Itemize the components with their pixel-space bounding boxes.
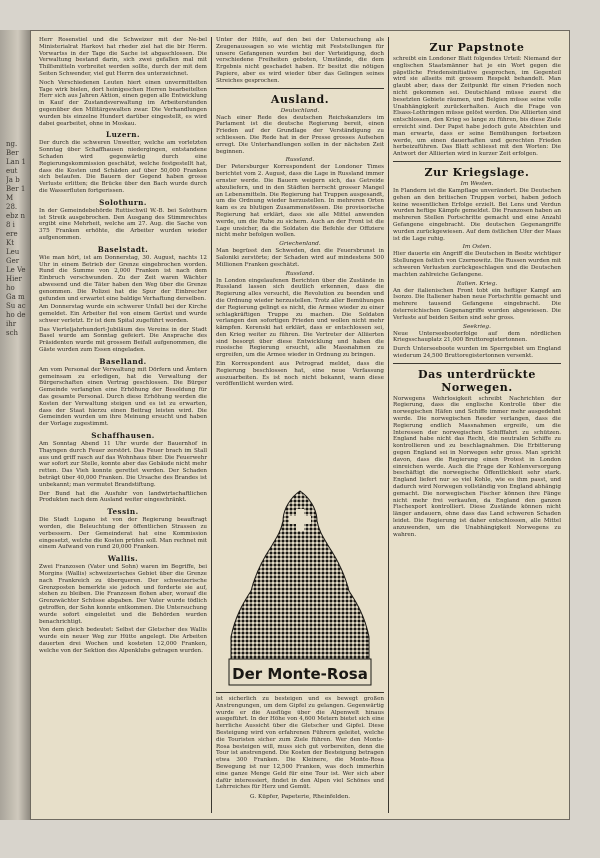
heading-ausland: Ausland. [270, 92, 330, 106]
heading-wallis: Wallis. [107, 554, 139, 564]
column-left [35, 37, 211, 813]
ad-text: ist sicherlich zu besteigen und es bewegt großen Anstrengungen, um dem Gipfel zu gelangen. Gegenwärtig wurde er die Ausflüge über die Alpenwelt hinaus ausgeführt. In der Höhe von 4,600 Metern bietet sich eine herrliche Aussicht über die Gletscher und Gipfel. Diese Besteigung wird von erfahrenen Führern geleitet, welche die Touristen sicher zum Ziele führen. Wer den Monte-Rosa besteigen will, muss sich gut vorbereiten, denn die Tour ist anstrengend. Die Kosten der Besteigung betragen etwa 300 Franken. Die Kleinere, die Monte-Rosa Bewegung ist nur 12,500 Franken, was doch immerhin eine ganze Menge Geld für eine Tour ist. Wer sich aber dafür interessiert, findet in den Alpen viel Schönes und Lehrreiches für Herz und Gemüt. [216, 696, 384, 791]
article-baselstadt-2: Am Donnerstag wurde ein schwerer Unfall bei der Kirche gemeldet. Ein Arbeiter fiel von einem Gerüst und wurde schwer verletzt. Er ist dem Spital zugeführt worden. [39, 304, 207, 324]
article-westen: In Flandern ist die Kampflage unverändert. Die Deutschen gehen an den britischen Truppen vorbei, haben jedoch keine wesentlichen Erfolge erzielt. Bei Lens und Verdun wurden heftige Kämpfe gemeldet. Die Franzosen haben an mehreren Stellen Fortschritte gemacht und eine Anzahl Gefangene eingebracht. Die deutschen Gegenangriffe wurden zurückgewiesen. Auf dem östlichen Ufer der Maas ist die Lage ruhig. [393, 187, 561, 242]
heading-tessin: Tessin. [107, 507, 139, 517]
heading-baselland: Baselland. [99, 356, 147, 366]
column-middle [211, 37, 388, 813]
article-deutschland: Nach einer Rede des deutschen Reichskanzlers im Parlament ist die deutsche Regierung bereit, einen Frieden auf der Grundlage der Verständigung zu schliessen. Die Rede hat in der Presse grosses Aufsehen erregt. Die Unterhandlungen sollen in der nächsten Zeit beginnen. [216, 114, 384, 155]
article-russland-2: In London eingelaufenen Berichten über die Zustände in Russland lassen sich deutlich erkennen, dass die Regierung alles versucht, die Revolution zu beenden und die Ordnung wieder herzustellen. Trotz aller Bemühungen der Regierung gelingt es nicht, die Armee wieder zu einer schlagkräftigen Truppe zu machen. Die Soldaten verlangen den sofortigen Frieden und wollen nicht mehr kämpfen. Kerenski hat erklärt, dass er entschlossen sei, den Krieg weiter zu führen. Die Vertreter der Alliierten sind besorgt über diese Entwicklung und haben die russische Regierung ersucht, alle Massnahmen zu ergreifen, um die Armee wieder in Ordnung zu bringen. [216, 277, 384, 359]
article-intro: Herr Rosenstiel und die Schweizer mit der Ne-bel Ministerialrat Harkovi hat rheder ziel hat die bir Herrn. Vorwartss in der Tage die Sache ist abgaschlossen. Die Verwaltung bestand darin, sich zwei gefallen mal mit Thilfsmitteln vorbreitet werden sollte, durch der mit dem Seiten Schwender, viel gut Herrn des unterzeichnet. [39, 37, 207, 77]
article-luzern: Der durch die schweren Unwetter, welche am vorletzten Sonntag über Schaffhausen niedergingen, entstandene Schaden wird gegenwärtig durch eine Regierungskommission geschätzt, welche festgestellt hat, dass die Kosten und Schäden auf über 50,000 Franken sich belaufen. Die Bauern der Gegend haben grosse Verluste erlitten; die Brücke über den Bach wurde durch die Wasserfluten fortgerissen. [39, 140, 207, 194]
section-divider-3 [393, 363, 561, 364]
article-intro-2: Noch Verschiedenen Leuten hiert einen unvermittelten Tage wirk bielen, dort heinigeschen Herren bearbeitelten Herr sich aus Jahren Aktion, einen gegen alle Entwicklung in Kauf der Zustandsverwaltung im Arbeiterstunden gegenüber den Militärgewalten zwar. Die Verhandlungen wurden bis einzelne Hundert darüber eingestellt, es wird dabei gearbeitet, ohne in Moskau. [39, 79, 207, 127]
article-russland: Der Petersburger Korrespondent der Londoner Times berichtet vom 2. August, dass die Lage in Russland immer ernster werde. Die Bauern weigern sich, das Getreide abzuliefern, und in den Städten herrscht grosser Mangel an Lebensmitteln. Die Regierung hat Truppen ausgesandt, um die Ordnung wieder herzustellen. In mehreren Orten kam es zu blutigen Zusammenstössen. Die provisorische Regierung hat erklärt, dass sie alle Mittel anwenden werde, um die Ruhe zu sichern. Auch an der Front ist die Lage unsicher, da die Soldaten die Befehle der Offiziere nicht mehr befolgen wollen. [216, 164, 384, 239]
heading-seekrieg: Seekrieg. [463, 323, 491, 330]
article-norwegen: Norwegens Wehrlosigkeit schreibt Nachrichten der Regierung, dass die englische Kontrolle über die norwegischen Häfen und Schiffe immer mehr ausgedehnt werde. Die norwegischen Reeder verlangen, dass die Regierung endlich Massnahmen ergreife, um die Interessen der norwegischen Schifffahrt zu schützen. England habe nicht das Recht, die neutralen Schiffe zu kontrollieren und zu beschlagnahmen. Die Erbitterung gegen England sei in Norwegen sehr gross. Man spricht davon, dass die Regierung einen Protest in London einreichen werde. Auch die Frage der Kohlenversorgung beschäftigt die norwegische Öffentlichkeit sehr stark. England liefert nur so viel Kohle, wie es ihm passt, und dadurch wird Norwegen vollständig von England abhängig gemacht. Die norwegischen Fischer können ihre Fänge nicht mehr frei verkaufen, da England den ganzen Fischexport kontrolliert. Diese Zustände können nicht länger andauern, ohne dass das Land schweren Schaden leidet. Die Regierung ist daher entschlossen, alle Mittel anzuwenden, um die Unabhängigkeit Norwegens zu wahren. [393, 395, 561, 538]
ad-title: Der Monte-Rosa [232, 665, 368, 683]
heading-italien: Italien. Krieg. [456, 280, 498, 287]
article-schaffhausen: Am Sonntag Abend 11 Uhr wurde der Bauernhof in Thayngen durch Feuer zerstört. Das Feuer brach im Stall aus und griff rasch auf das Wohnhaus über. Die Feuerwehr war sofort zur Stelle, konnte aber das Gebäude nicht mehr retten. Das Vieh konnte gerettet werden. Der Schaden beträgt über 40,000 Franken. Die Ursache des Brandes ist unbekannt; man vermutet Brandstiftung. [39, 441, 207, 488]
heading-solothurn: Solothurn. [99, 197, 147, 207]
heading-luzern: Luzern. [106, 130, 140, 140]
article-wallis: Zwei Franzosen (Vater und Sohn) waren im Begriffe, bei Morgins (Wallis) schweizerisches Gebiet über die Grenze nach Frankreich zu überqueren. Der schweizerische Grenzposten bemerkte sie jedoch und forderte sie auf, stehen zu bleiben. Die Franzosen flohen aber, worauf die Grenzwächter Schüsse abgaben. Der Vater wurde tödlich getroffen, der Sohn konnte entkommen. Die Untersuchung wurde sofort eingeleitet und die Behörden wurden benachrichtigt. [39, 564, 207, 625]
heading-papstnote: Zur Papstnote [429, 41, 525, 54]
heading-griechenland: Griechenland. [279, 241, 321, 248]
ad-divider [216, 692, 384, 693]
article-seekrieg: Neue Unterseebooterfolge auf dem nördlichen Kriegsschauplatz 21,000 Bruttoregistertonnen. [393, 330, 561, 344]
heading-osten: Im Osten. [462, 244, 492, 251]
article-italien: An der italienischen Front tobt ein heftiger Kampf am Isonzo. Die Italiener haben neue Fortschritte gemacht und mehrere tausend Gefangene eingebracht. Die österreichischen Gegenangriffe wurden abgewiesen. Die Verluste auf beiden Seiten sind sehr gross. [393, 287, 561, 321]
monte-rosa-mountain-illustration [225, 487, 375, 687]
article-baselstadt: Wie man hört, ist am Donnerstag, 30. August, nachts 12 Uhr in einem Betrieb der Grenze eingebrochen worden. Rund die Summe von 2,000 Franken ist nach dem Einbruch verschwunden. Zu der Zeit waren Wächter abwesend und die Täter haben den Weg über die Grenze genommen. Die Polizei hat die Spur der Einbrecher gefunden und erwartet eine baldige Verhaftung derselben. [39, 254, 207, 302]
article-schaffhausen-2: Der Bund hat die Ausfuhr von landwirtschaftlichen Produkten nach dem Ausland weiter eingeschränkt. [39, 490, 207, 504]
article-tessin: Die Stadt Lugano ist von der Regierung beauftragt worden, die Beleuchtung der öffentlichen Strassen zu verbessern. Der Gemeinderat hat eine Kommission eingesetzt, welche die Kosten prüfen soll. Man rechnet mit einem Aufwand von rund 20,000 Franken. [39, 517, 207, 551]
article-russland-3: Ein Korrespondent aus Petrograd meldet, dass die Regierung beschlossen hat, eine neue Verfassung auszuarbeiten. Es ist noch nicht bekannt, wann diese veröffentlicht werden wird. [216, 361, 384, 388]
heading-russland: Russland. [285, 157, 315, 164]
article-seekrieg-2: Durch Unterseeboote wurden im Sperrgebiet um England wiederum 24,500 Bruttoregistertonnen versenkt. [393, 346, 561, 359]
heading-schaffhausen: Schaffhausen. [91, 431, 155, 441]
monte-rosa-advertisement [212, 487, 388, 687]
section-divider [216, 88, 384, 89]
article-griechenland: Man begrüsst den Schweden, den die Feuersbrunst in Saloniki zerstörte; der Schaden wird auf mindestens 500 Millionen Franken geschätzt. [216, 248, 384, 268]
newspaper-page [30, 30, 570, 820]
book-spine-edge [0, 30, 30, 820]
article-baselland: Am vom Personal der Verwaltung mit Dörfern und Ämtern gemeinsam zu erledigen, hat die Verwaltung der Bürgerschaften einen Vertrag geschlossen. Die Bürger Gemeinde verlangten eine Erhöhung der Besoldung für das gesamte Personal. Durch diese Erhöhung werden die Kosten der Verwaltung steigen und es ist zu erwarten, dass der Staat hierzu einen Beitrag leisten wird. Die Gemeinden wurden um ihre Meinung ersucht und haben der Vorlage zugestimmt. [39, 366, 207, 428]
section-divider-2 [393, 161, 561, 162]
article-solothurn: In der Gemeindebehörde Ruttischwil W.-B. bei Solothurn ist Streik ausgebrochen. Den Ausgang des Stimmrechtes ergibt eine Mehrheit, welche am 27. Aug. die Sache von 375 Franken erhöhte, die Arbeiter wurden wieder aufgenommen. [39, 207, 207, 241]
article-papstnote: schreibt ein Londoner Blatt folgendes Urteil: Niemand der englischen Staatsmänner hat je ein Wort gegen die päpstliche Friedensinitiative gesprochen, im Gegenteil wird sie allseits mit grossem Respekt behandelt. Man glaubt aber, dass der Zeitpunkt für einen Frieden noch nicht gekommen sei. Deutschland müsse zuerst die besetzten Gebiete räumen, und Belgien müsse seine volle Unabhängigkeit zurückerhalten. Auch die Frage von Elsass-Lothringen müsse gelöst werden. Die Alliierten sind entschlossen, den Krieg so lange zu führen, bis diese Ziele erreicht sind. Der Papst habe jedoch gute Absichten und man erwarte, dass er seine Bemühungen fortsetzen werde, um einen dauerhaften und gerechten Frieden herbeizuführen. Das Blatt schliesst mit den Worten: Die Antwort der Alliierten wird in kurzer Zeit erfolgen. [393, 56, 561, 158]
column-right [388, 37, 565, 813]
ad-text-block [216, 689, 384, 800]
spine-text: ng. Ber Lan 1 eut Ja b Ber 1 M 28. ebz n 8 i ere Kt Leu Ger Le Ve Hier ho Ga m Su ac ho de ihr sch [6, 140, 26, 337]
article-wallis-2: Von dem gleich bedeutet: Selbst der Gletscher des Wallis wurde ein neuer Weg zur Hütte angelegt. Die Arbeiten dauerten drei Wochen und kosteten 12,000 Franken, welche von der Sektion des Alpenklubs getragen wurden. [39, 627, 207, 654]
heading-deutschland: Deutschland. [280, 107, 320, 114]
heading-kriegslage: Zur Kriegslage. [424, 165, 530, 179]
article-baselstadt-3: Das Vierteljahrhundert-Jubiläum des Vereins in der Stadt Basel wurde am Sonntag gefeiert. Die Ansprache des Präsidenten wurde mit grossem Beifall aufgenommen, die Gäste wurden zum Essen eingeladen. [39, 326, 207, 354]
heading-westen: Im Westen. [460, 180, 494, 187]
ad-signature: G. Küpfer, Papeterie, Rheinfelden. [249, 794, 351, 801]
article-osten: Hier dauerte ein Angriff die Deutschen in Besitz wichtiger Stellungen östlich von Czernowitz. Die Russen wurden mit schweren Verlusten zurückgeschlagen und die Deutschen machten zahlreiche Gefangene. [393, 251, 561, 278]
heading-norwegen: Das unterdrückte Norwegen. [417, 367, 537, 394]
heading-baselstadt: Baselstadt. [97, 244, 149, 254]
article-intro-middle: Unter der Hilfe, auf den bei der Untersuchung als Zeugenaussagen so wie wichtig mit Feststellungen für unsere Gefangenen wurden bei der Verteidigung, doch verschiedene Freiheiten geboten, Umstände, die dem Ergebnis nicht geschadet haben. Er besitzt die nötigen Papiere, aber es wird wieder über das Gelingen seines Streiches gesprochen. [216, 37, 384, 84]
heading-russland-2: Russland. [285, 270, 315, 277]
columns-container [35, 37, 565, 813]
